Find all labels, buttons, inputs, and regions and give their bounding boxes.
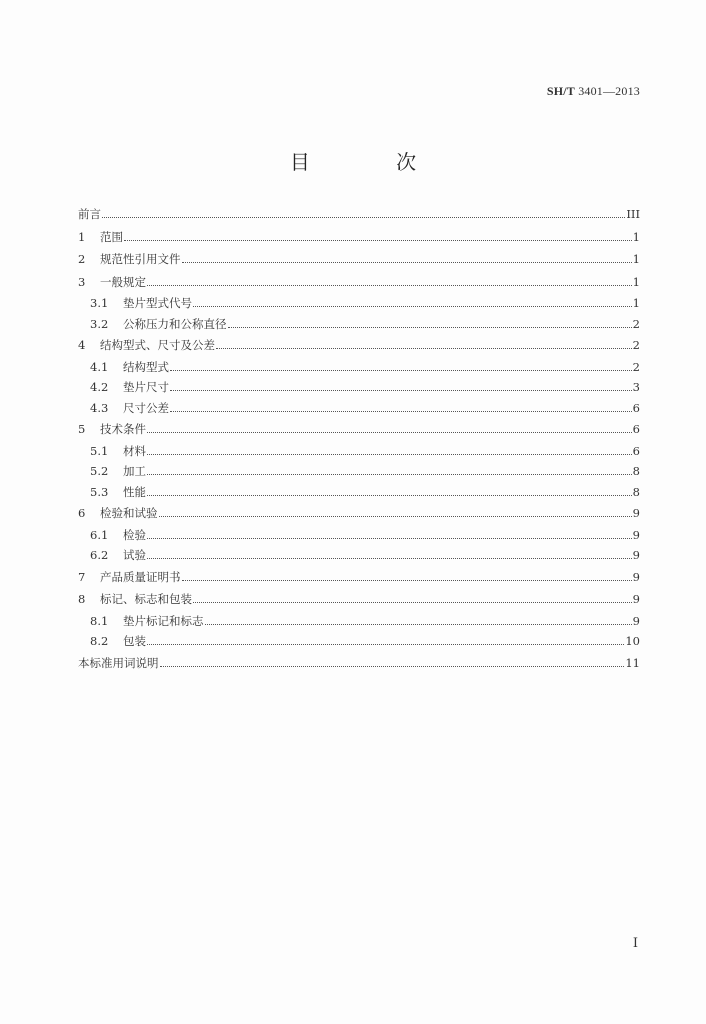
toc-entry-page: 9: [632, 527, 640, 542]
toc-entry-number: 6.1: [90, 527, 109, 542]
toc-entry-title: 公称压力和公称直径: [123, 316, 227, 331]
toc-entry-title: 包装: [123, 634, 146, 649]
toc-entry-number: 4.1: [90, 359, 109, 374]
toc-entry-number: 5.2: [90, 464, 109, 479]
toc-entry[interactable]: [78, 334, 640, 357]
toc-entry-page: 3: [632, 380, 640, 395]
toc-entry-page: 6: [632, 443, 640, 458]
toc-entry-page: 9: [632, 592, 640, 607]
toc-entry-number: 6.2: [90, 548, 109, 563]
toc-entry-number: 8.2: [90, 634, 109, 649]
toc-entry[interactable]: [78, 652, 640, 675]
toc-entry-number: 1: [78, 229, 86, 244]
toc-entry[interactable]: [78, 248, 640, 271]
toc-dot-leader: [147, 473, 632, 475]
toc-dot-leader: [147, 284, 632, 286]
toc-entry[interactable]: [78, 566, 640, 589]
page-title: 目 次: [289, 150, 457, 174]
toc-entry[interactable]: [78, 545, 640, 566]
toc-entry-page: 10: [625, 634, 640, 649]
standard-number: 3401—2013: [578, 84, 640, 98]
toc-entry-number: 3: [78, 274, 86, 289]
toc-entry-number: 3.2: [90, 316, 109, 331]
standard-code: [547, 84, 640, 99]
toc-entry-page: 1: [632, 252, 640, 267]
toc-entry-page: 9: [632, 613, 640, 628]
toc-dot-leader: [147, 494, 632, 496]
toc-entry-number: 4: [78, 338, 86, 353]
toc-entry-title: 加工: [123, 464, 146, 479]
toc-entry-number: 8.1: [90, 613, 109, 628]
toc-dot-leader: [170, 410, 632, 412]
toc-dot-leader: [216, 347, 632, 349]
toc-entry-title: 检验和试验: [100, 506, 158, 521]
toc-dot-leader: [124, 239, 632, 241]
toc-entry-page: 9: [632, 506, 640, 521]
toc-entry[interactable]: [78, 461, 640, 482]
toc-entry[interactable]: [78, 441, 640, 462]
table-of-contents: [78, 203, 640, 674]
toc-dot-leader: [193, 305, 632, 307]
toc-entry-title: 规范性引用文件: [100, 252, 181, 267]
toc-dot-leader: [147, 557, 632, 559]
toc-entry-title: 标记、标志和包装: [100, 592, 192, 607]
toc-entry-number: 4.3: [90, 400, 109, 415]
toc-dot-leader: [193, 601, 632, 603]
toc-entry-title: 产品质量证明书: [100, 569, 181, 584]
toc-dot-leader: [182, 261, 632, 263]
toc-entry-title: 一般规定: [100, 274, 146, 289]
toc-entry-page: 8: [632, 484, 640, 499]
toc-entry[interactable]: [78, 377, 640, 398]
toc-dot-leader: [228, 326, 632, 328]
toc-entry[interactable]: [78, 398, 640, 419]
toc-entry-page: 8: [632, 464, 640, 479]
toc-entry-page: 2: [632, 359, 640, 374]
toc-entry-page: 2: [632, 338, 640, 353]
toc-entry-number: 7: [78, 569, 86, 584]
toc-entry[interactable]: [78, 226, 640, 249]
toc-entry[interactable]: [78, 631, 640, 652]
toc-entry-title: 材料: [123, 443, 146, 458]
toc-entry-title: 本标准用词说明: [78, 655, 159, 670]
toc-entry[interactable]: [78, 482, 640, 503]
toc-dot-leader: [147, 453, 632, 455]
toc-dot-leader: [182, 579, 632, 581]
toc-entry[interactable]: [78, 418, 640, 441]
toc-entry-title: 垫片型式代号: [123, 296, 192, 311]
toc-entry-number: 8: [78, 592, 86, 607]
toc-entry-page: 1: [632, 296, 640, 311]
toc-entry[interactable]: [78, 588, 640, 611]
toc-entry-number: 5.1: [90, 443, 109, 458]
toc-entry-number: 5: [78, 422, 86, 437]
toc-dot-leader: [160, 665, 625, 667]
toc-dot-leader: [102, 216, 625, 218]
toc-entry-page: 1: [632, 229, 640, 244]
toc-entry[interactable]: [78, 357, 640, 378]
toc-entry-number: 4.2: [90, 380, 109, 395]
toc-entry[interactable]: [78, 271, 640, 294]
toc-entry[interactable]: [78, 203, 640, 226]
toc-entry[interactable]: [78, 293, 640, 314]
toc-entry[interactable]: [78, 502, 640, 525]
toc-entry-page: 1: [632, 274, 640, 289]
toc-entry-title: 前言: [78, 207, 101, 222]
toc-dot-leader: [205, 623, 632, 625]
toc-dot-leader: [147, 431, 632, 433]
toc-dot-leader: [159, 515, 632, 517]
toc-entry-title: 结构型式: [123, 359, 169, 374]
toc-entry-page: 9: [632, 548, 640, 563]
toc-entry-title: 尺寸公差: [123, 400, 169, 415]
toc-entry-title: 性能: [123, 484, 146, 499]
toc-entry-number: 3.1: [90, 296, 109, 311]
toc-entry-page: 2: [632, 316, 640, 331]
toc-entry-page: 11: [625, 655, 640, 670]
toc-entry-title: 范围: [100, 229, 123, 244]
toc-entry[interactable]: [78, 611, 640, 632]
toc-entry[interactable]: [78, 525, 640, 546]
toc-entry-number: 2: [78, 252, 86, 267]
toc-entry-title: 垫片尺寸: [123, 380, 169, 395]
toc-entry-title: 技术条件: [100, 422, 146, 437]
toc-entry-page: III: [626, 207, 640, 222]
toc-dot-leader: [147, 537, 632, 539]
toc-entry-page: 9: [632, 569, 640, 584]
toc-dot-leader: [170, 369, 632, 371]
toc-entry-title: 试验: [123, 548, 146, 563]
toc-entry-number: 5.3: [90, 484, 109, 499]
toc-entry-title: 垫片标记和标志: [123, 613, 204, 628]
toc-entry-page: 6: [632, 422, 640, 437]
toc-entry[interactable]: [78, 314, 640, 335]
toc-entry-title: 结构型式、尺寸及公差: [100, 338, 215, 353]
standard-prefix: SH/T: [546, 84, 575, 98]
toc-entry-title: 检验: [123, 527, 146, 542]
page-number: I: [632, 936, 638, 951]
toc-dot-leader: [147, 643, 624, 645]
toc-entry-page: 6: [632, 400, 640, 415]
toc-entry-number: 6: [78, 506, 86, 521]
toc-dot-leader: [170, 389, 632, 391]
